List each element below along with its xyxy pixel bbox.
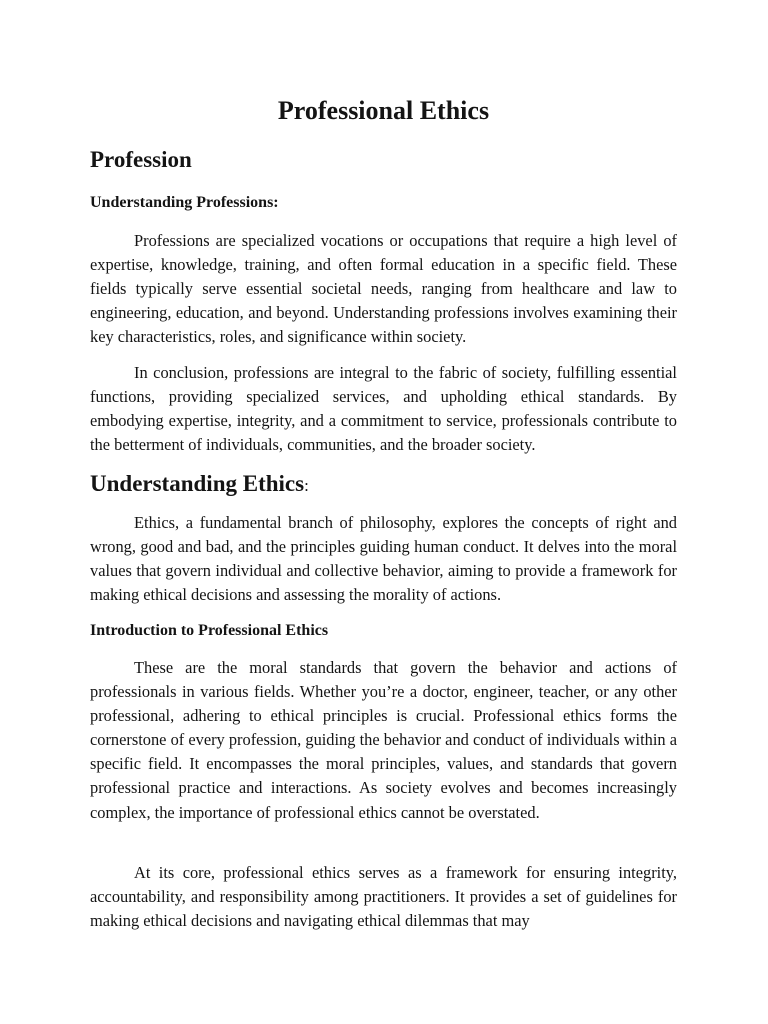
paragraph-professions-definition: Professions are specialized vocations or occupations that require a high level of expertise, knowledge, training, and often formal education in a specific field. These fields typically serve essential societal needs, ranging from healthcare and law to engineering, education, and beyond. Understanding professions involves examining their key characteristics, roles, and significance within society. xyxy=(90,231,677,347)
heading-understanding-ethics xyxy=(90,469,309,501)
paragraph-professional-ethics-core: At its core, professional ethics serves as a framework for ensuring integrity, accountability, and responsibility among practitioners. It provides a set of guidelines for making ethical decisions and navigating ethical dilemmas that may xyxy=(90,863,677,931)
subheading-understanding-professions: Understanding Professions: xyxy=(90,194,279,211)
paragraph-professions-conclusion: In conclusion, professions are integral to the fabric of society, fulfilling essential functions, providing specialized services, and upholding ethical standards. By embodying expertise, integrity, and a commitment to service, professionals contribute to the betterment of individuals, communities, and the broader society. xyxy=(90,363,677,455)
document-title: Professional Ethics xyxy=(277,96,490,125)
heading-profession: Profession xyxy=(90,147,192,172)
paragraph-ethics-definition: Ethics, a fundamental branch of philosophy, explores the concepts of right and wrong, good and bad, and the principles guiding human conduct. It delves into the moral values that govern individual and collective behavior, aiming to provide a framework for making ethical decisions and assessing the morality of actions. xyxy=(90,513,677,605)
paragraph-professional-ethics-intro: These are the moral standards that govern the behavior and actions of professionals in various fields. Whether you’re a doctor, engineer, teacher, or any other professional, adhering to ethical principles is crucial. Professional ethics forms the cornerstone of every profession, guiding the behavior and conduct of individuals within a specific field. It encompasses the moral principles, values, and standards that govern professional practice and interactions. As society evolves and becomes increasingly complex, the importance of professional ethics cannot be overstated. xyxy=(90,658,677,822)
subheading-introduction-professional-ethics: Introduction to Professional Ethics xyxy=(90,622,329,639)
heading-understanding-ethics-colon: : xyxy=(304,476,309,495)
heading-understanding-ethics-text: Understanding Ethics xyxy=(90,471,305,496)
